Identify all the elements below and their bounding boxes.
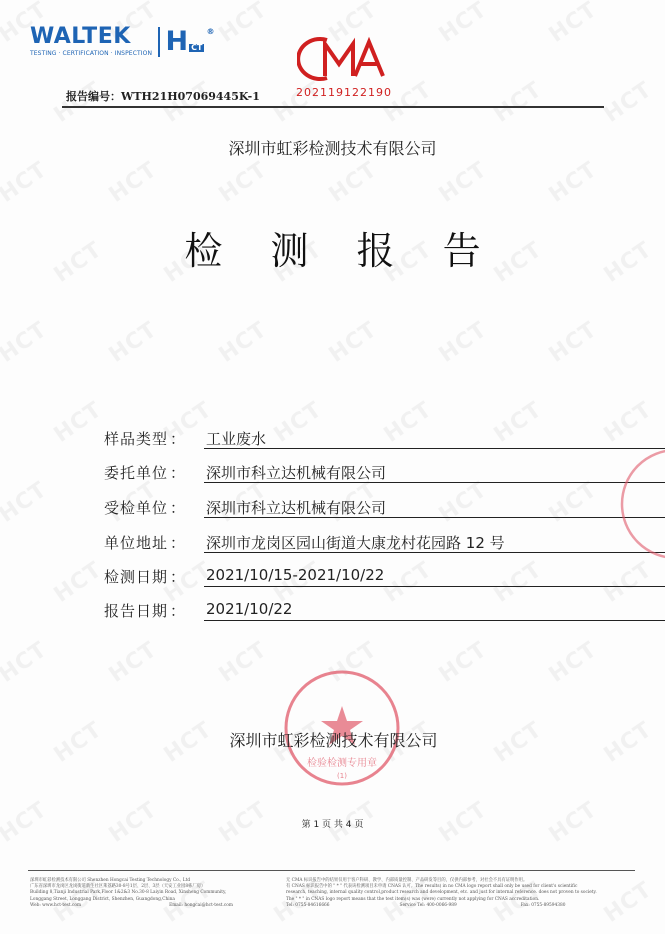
footer-divider [28,870,635,871]
field-value: 2021/10/15-2021/10/22 [206,566,385,584]
field-underline [204,517,665,518]
brand-tagline: TESTING · CERTIFICATION · INSPECTION [30,50,153,57]
footer-right-line: research, teaching, internal quality control,product research and development, etc. and just for internal reference. does not proven to society. [286,890,597,896]
watermark-text [49,397,106,448]
footer-tel: Tel: 0755-84616666 [286,902,330,908]
watermark-text [324,317,381,368]
watermark-text [434,637,491,688]
watermark-text [104,157,161,208]
watermark-text [434,477,491,528]
field-underline [204,448,665,449]
field-label: 检测日期 [104,568,169,586]
waltek-logo [30,26,152,57]
watermark-text [49,557,106,608]
field-value: 深圳市科立达机械有限公司 [206,464,387,482]
issuer-name: 深圳市虹彩检测技术有限公司 [228,139,437,158]
footer-right [286,878,597,909]
watermark-text [104,637,161,688]
footer-right-line: The " * " in CNAS logo report means that the test item(s) was (were) currently not applying for CNAS accreditation. [286,896,540,902]
footer-fax: Fax: 0755-89594380 [520,902,566,908]
field-label: 受检单位 [104,499,169,517]
watermark-text [379,397,436,448]
field-colon: ： [170,568,186,586]
watermark-text [214,637,271,688]
hct-logo-sub: CT [191,43,203,52]
watermark-text [434,0,491,48]
field-colon: ： [170,499,186,517]
cma-logo-icon [297,36,389,82]
field-value: 深圳市龙岗区园山街道大康龙村花园路 12 号 [206,534,505,552]
footer-left-line: 深圳市虹彩检测技术有限公司 Shenzhen Hongcai Testing Technology Co., Ltd [30,878,191,883]
watermark-text [434,317,491,368]
page-title: 检 测 报 告 [184,229,499,273]
watermark-text [544,0,601,48]
seal-number: (1) [337,772,347,780]
report-number-label: 报告编号： [66,90,121,103]
report-number [66,88,260,104]
field-value: 深圳市科立达机械有限公司 [206,499,387,517]
footer-right-line: 有 CNAS 标识报告中的 " * " 代表该检测项目未申请 CNAS 认可。The results) in no CMA logo report shall only be used for client's scientific [286,884,578,890]
watermark-text [269,397,326,448]
footer-left [30,878,233,909]
watermark-text [544,637,601,688]
watermark-text [214,317,271,368]
field-label: 单位地址 [104,534,169,552]
field-colon: ： [170,430,186,448]
hct-logo-letter: H [165,26,189,57]
field-colon: ： [170,464,186,482]
watermark-text [0,317,52,368]
watermark-text [544,157,601,208]
watermark-text [324,157,381,208]
footer-left-line [30,903,233,909]
watermark-text [214,157,271,208]
footer-left-line: 广东省深圳市龙岗区龙岗街道新生社区莱荔路30-8号1层、2层、3层（天安工业园8栋厂房） [30,884,206,890]
field-underline [204,482,665,483]
footer-service-tel: Service Tel: 400-0066-989 [399,902,457,908]
page-indicator: 第 1 页 共 4 页 [301,820,364,830]
watermark-text [489,77,546,128]
field-underline [204,586,665,587]
field-underline [204,620,665,621]
watermark-text [379,77,436,128]
issuer-signature-name: 深圳市虹彩检测技术有限公司 [229,731,438,750]
watermark-text [434,157,491,208]
watermark-text [544,317,601,368]
company-logo [30,26,214,57]
watermark-text [544,477,601,528]
field-colon: ： [170,534,186,552]
logo-divider [158,27,160,57]
watermark-text [0,637,52,688]
watermark-text [379,557,436,608]
watermark-text [489,397,546,448]
field-label: 报告日期 [104,602,169,620]
watermark-text [214,0,271,48]
watermark-text [599,877,656,928]
footer-right-line: 无 CMA 标识报告中的结果仅用于客户科研、教学、内部质量控制、产品研发等目的，仅供内部参考，对社会不具有证明作用。 [286,878,528,883]
watermark-text [599,397,656,448]
watermark-text [599,77,656,128]
brand-name: WALTEK [30,24,131,49]
field-colon: ： [170,602,186,620]
watermark-text [104,317,161,368]
field-value: 2021/10/22 [206,600,293,618]
footer-contact-line [286,903,597,909]
watermark-text [0,157,52,208]
seal-subtext: 检验检测专用章 [307,758,377,769]
footer-left-line: Building 8,Tianji Industrial Park,Floor 1&2&3 No.30-8 Laiyin Road, Xinsheng Community, [30,890,227,896]
field-label: 委托单位 [104,464,169,482]
report-number-value: WTH21H07069445K-1 [121,90,260,103]
watermark-text [599,557,656,608]
watermark-text [0,477,52,528]
watermark-text [269,77,326,128]
edge-seal-icon [618,444,665,564]
field-underline [204,552,665,553]
registered-mark: ® [206,27,215,36]
watermark-text [489,557,546,608]
cma-number: 202119122190 [296,86,392,99]
footer-left-line: Longgang Street, Longgang District, Shenzhen, Guangdong,China [30,896,175,902]
footer-web: Web: www.hct-test.com [30,902,82,908]
field-label: 样品类型 [104,430,169,448]
field-value: 工业废水 [206,430,267,448]
footer-email: Email: hongcai@hct-test.com [169,902,233,908]
hct-logo [166,28,215,55]
header-divider [62,106,604,108]
